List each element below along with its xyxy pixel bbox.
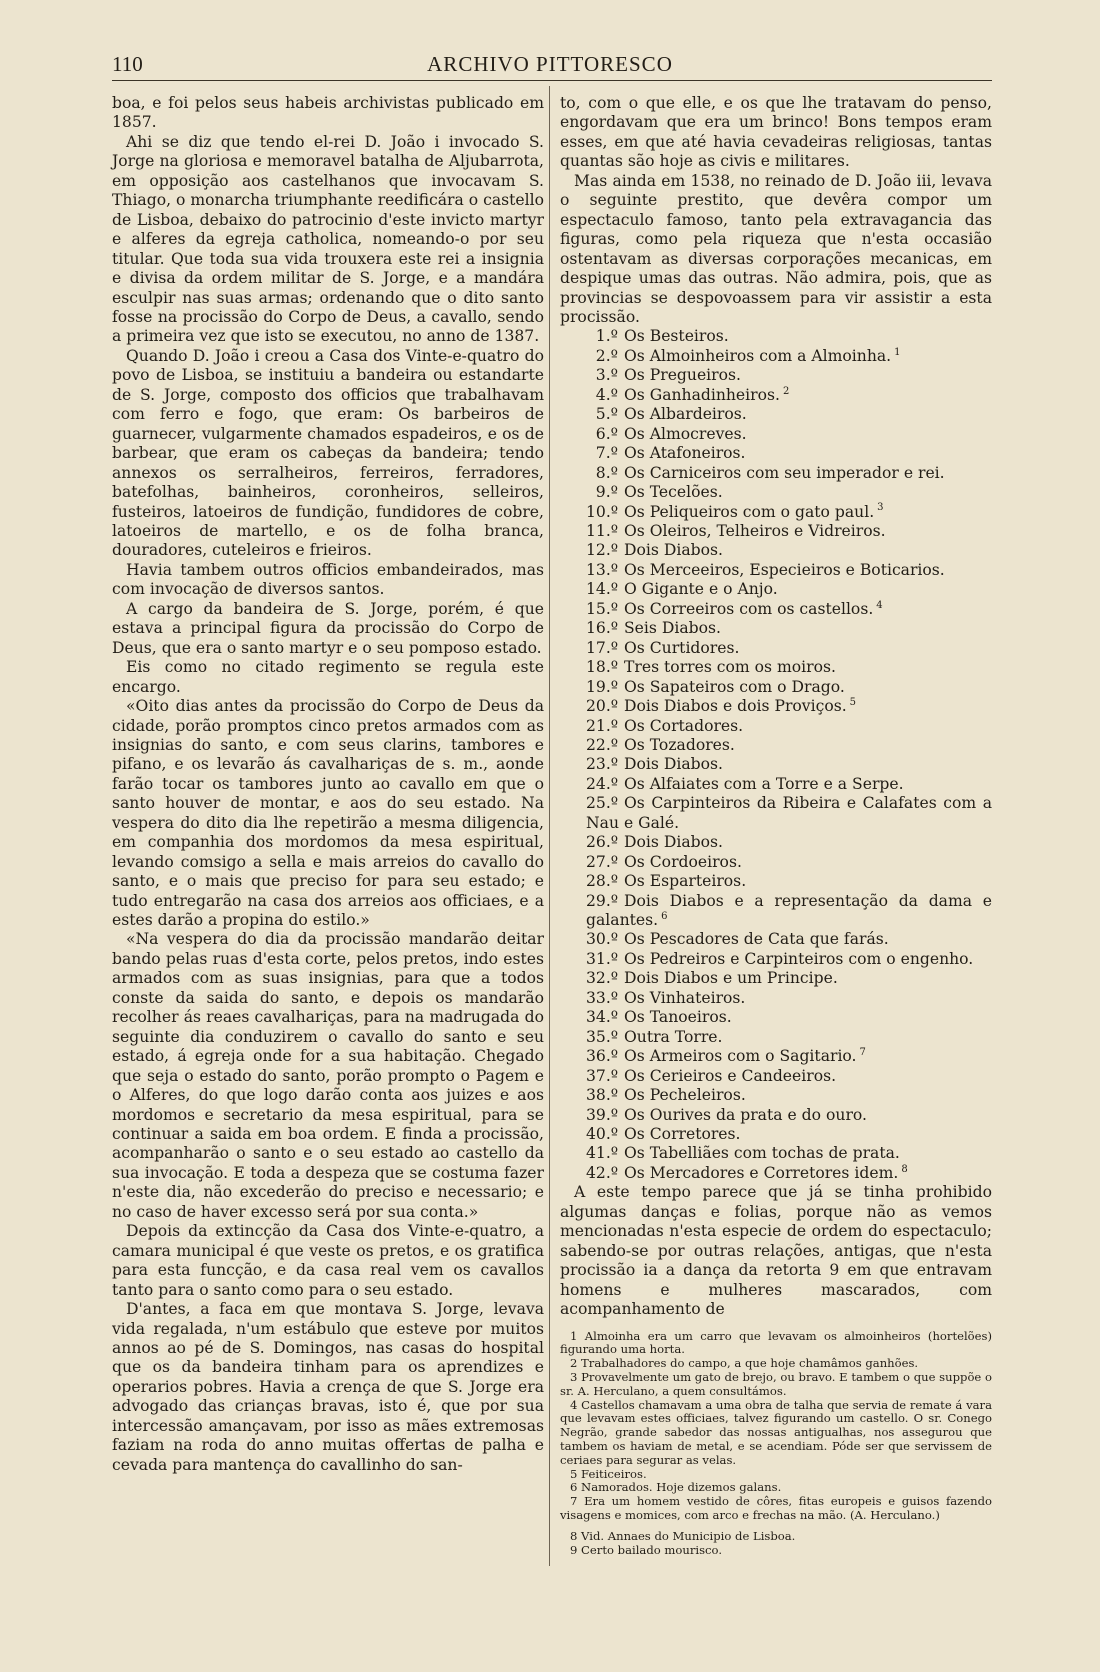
header-rule <box>112 80 992 81</box>
procession-number: 18.º <box>586 658 619 677</box>
procession-item <box>560 639 992 658</box>
procession-number: 26.º <box>586 833 619 852</box>
procession-item <box>560 950 992 969</box>
procession-text: Os Pregueiros. <box>624 366 741 385</box>
paragraph: A este tempo parece que já se tinha prohibido algumas danças e folias, porque não as vemos mencionadas n'esta especie de ordem do espectaculo; sabendo-se por outras relações, antigas, que n'esta procissão ia a dança da retorta 9 em que entravam homens e mulheres mascarados, com acompanhamento de <box>560 1183 992 1319</box>
footnote-marker: 7 <box>859 1047 866 1059</box>
procession-text: Os Pecheleiros. <box>624 1086 746 1105</box>
procession-text: Os Peliqueiros com o gato paul. <box>624 502 875 521</box>
procession-number: 24.º <box>586 774 619 793</box>
procession-text: Os Mercadores e Corretores idem. <box>624 1163 899 1182</box>
procession-item <box>560 327 992 346</box>
procession-text: Os Besteiros. <box>624 327 729 346</box>
column-divider <box>549 86 550 1566</box>
footnote: 9 Certo bailado mourisco. <box>570 1542 723 1557</box>
procession-text: Os Corretores. <box>624 1125 741 1144</box>
procession-number: 21.º <box>586 716 619 735</box>
procession-number: 16.º <box>586 619 619 638</box>
procession-number: 17.º <box>586 638 619 657</box>
procession-number: 11.º <box>586 521 619 540</box>
procession-item <box>560 872 992 891</box>
procession-item <box>560 930 992 949</box>
procession-text: Os Almoinheiros com a Almoinha. <box>624 346 892 365</box>
procession-number: 8.º <box>595 463 618 482</box>
procession-item <box>560 503 992 522</box>
footnote: 6 Namorados. Hoje dizemos galans. <box>570 1480 782 1495</box>
paragraph: to, com o que elle, e os que lhe tratavam do penso, engordavam que era um brinco! Bons tempos eram esses, em que até havia cevadeiras religiosas, tantas quantas são hoje as civis e militares. <box>560 94 992 171</box>
procession-item <box>560 1144 992 1163</box>
procession-item <box>560 425 992 444</box>
procession-text: Os Alfaiates com a Torre e a Serpe. <box>624 774 904 793</box>
procession-item <box>560 366 992 385</box>
procession-text: Dois Diabos. <box>624 833 723 852</box>
procession-number: 5.º <box>595 405 618 424</box>
procession-item <box>560 483 992 502</box>
procession-number: 31.º <box>586 949 619 968</box>
procession-number: 40.º <box>586 1125 619 1144</box>
procession-item <box>560 541 992 560</box>
procession-number: 20.º <box>586 697 619 716</box>
procession-item <box>560 386 992 405</box>
procession-number: 38.º <box>586 1086 619 1105</box>
procession-item <box>560 794 992 833</box>
procession-number: 36.º <box>586 1047 619 1066</box>
procession-text: Os Carniceiros com seu imperador e rei. <box>624 463 945 482</box>
procession-text: Outra Torre. <box>624 1027 723 1046</box>
procession-number: 35.º <box>586 1027 619 1046</box>
footnote: 5 Feiticeiros. <box>570 1466 647 1481</box>
procession-number: 34.º <box>586 1008 619 1027</box>
procession-item <box>560 989 992 1008</box>
procession-text: Os Pescadores de Cata que farás. <box>624 930 889 949</box>
left-column <box>112 94 544 1475</box>
procession-text: Os Esparteiros. <box>624 872 747 891</box>
procession-item <box>560 619 992 638</box>
procession-text: Os Almocreves. <box>624 424 747 443</box>
procession-item <box>560 1008 992 1027</box>
procession-text: Os Tecelões. <box>624 483 723 502</box>
procession-text: Dois Diabos e dois Proviços. <box>624 697 847 716</box>
procession-number: 7.º <box>595 444 618 463</box>
procession-list <box>560 327 992 1183</box>
paragraph: Eis como no citado regimento se regula este encargo. <box>112 658 544 696</box>
procession-item <box>560 678 992 697</box>
procession-number: 28.º <box>586 872 619 891</box>
paragraph: A cargo da bandeira de S. Jorge, porém, é que estava a principal figura da procissão do Corpo de Deus, que era o santo martyr e o seu pomposo estado. <box>112 599 544 657</box>
procession-number: 12.º <box>586 541 619 560</box>
procession-text: Dois Diabos. <box>624 755 723 774</box>
procession-text: Os Ourives da prata e do ouro. <box>624 1105 867 1124</box>
footnote: 3 Provavelmente um gato de brejo, ou bravo. E tambem o que suppõe o sr. A. Herculano, a quem consultámos. <box>560 1369 992 1398</box>
procession-text: Os Merceeiros, Especieiros e Boticarios. <box>624 560 945 579</box>
footnote: 7 Era um homem vestido de côres, fitas europeis e guisos fazendo visagens e momices, com arco e frechas na mão. (A. Herculano.) <box>560 1494 992 1522</box>
procession-text: Os Tozadores. <box>624 735 735 754</box>
procession-number: 42.º <box>586 1163 619 1182</box>
footnote: 4 Castellos chamavam a uma obra de talha que servia de remate á vara que levavam estes officiaes, talvez figurando um castello. O sr. Conego Negrão, grande sabedor das nossas antigualhas, nos assegurou que tambem os haviam de metal, e se acendiam. Póde ser que servissem de ceriaes para segurar as velas. <box>560 1397 992 1467</box>
procession-number: 13.º <box>586 560 619 579</box>
procession-number: 39.º <box>586 1105 619 1124</box>
procession-item <box>560 736 992 755</box>
procession-text: Os Carpinteiros da Ribeira e Calafates com a Nau e Galé. <box>586 794 992 832</box>
procession-item <box>560 522 992 541</box>
procession-item <box>560 853 992 872</box>
procession-item <box>560 717 992 736</box>
paragraph: boa, e foi pelos seus habeis archivistas publicado em 1857. <box>112 94 544 132</box>
procession-item <box>560 1047 992 1066</box>
procession-item <box>560 405 992 424</box>
procession-item <box>560 347 992 366</box>
procession-item <box>560 464 992 483</box>
paragraph: «Oito dias antes da procissão do Corpo de Deus da cidade, porão promptos cinco pretos armados com as insignias do santo, e com seus clarins, tambores e pifano, e os levarão ás cavalhariças de s. m., aonde farão tocar os tambores junto ao cavallo em que o santo houver de montar, e aos do seu estado. Na vespera do dito dia lhe repetirão a mesma diligencia, em companhia dos mordomos da mesa espiritual, levando comsigo a sella e mais arreios do cavallo do santo, e o mais que preciso for para seu estado; e tudo entregarão na casa dos arreios aos officiaes, e a estes darão a propina do estilo.» <box>112 697 544 930</box>
procession-number: 29.º <box>586 891 619 910</box>
procession-number: 9.º <box>595 483 618 502</box>
procession-text: Os Pedreiros e Carpinteiros com o engenho. <box>624 949 974 968</box>
procession-item <box>560 775 992 794</box>
procession-item <box>560 658 992 677</box>
procession-item <box>560 580 992 599</box>
procession-item <box>560 1028 992 1047</box>
paragraph: Havia tambem outros officios embandeirados, mas com invocação de diversos santos. <box>112 560 544 599</box>
paragraph: Ahi se diz que tendo el-rei D. João i invocado S. Jorge na gloriosa e memoravel batalha de Aljubarrota, em opposição aos castelhanos que invocavam S. Thiago, o monarcha triumphante reedificára o castello de Lisboa, debaixo do patrocinio d'este invicto martyr e alferes da egreja catholica, nomeando-o por seu titular. Que toda sua vida trouxera este rei a insignia e divisa da ordem militar de S. Jorge, e a mandára esculpir nas suas armas; ordenando que o dito santo fosse na procissão do Corpo de Deus, a cavallo, sendo a primeira vez que isto se executou, no anno de 1387. <box>112 132 544 346</box>
procession-text: Os Cordoeiros. <box>624 852 742 871</box>
paragraph: Quando D. João i creou a Casa dos Vinte-e-quatro do povo de Lisboa, se instituiu a bandeira ou estandarte de S. Jorge, composto dos officios que trabalhavam com ferro e fogo, que eram: Os barbeiros de guarnecer, vulgarmente chamados espadeiros, e os de barbear, que eram os cabeças da bandeira; tendo annexos os serralheiros, ferreiros, ferradores, batefolhas, bainheiros, coronheiros, selleiros, fusteiros, latoeiros de fundição, fundidores de cobre, latoeiros de martello, e os de folha branca, douradores, cuteleiros e frieiros. <box>112 346 544 560</box>
footnote-marker: 4 <box>876 599 883 611</box>
procession-item <box>560 600 992 619</box>
procession-number: 1.º <box>595 327 618 346</box>
procession-text: O Gigante e o Anjo. <box>624 580 778 599</box>
paragraph: Depois da extincção da Casa dos Vinte-e-quatro, a camara municipal é que veste os pretos, e os gratifica para esta funcção, e da casa real vem os cavallos tanto para o santo como para o seu estado. <box>112 1222 544 1299</box>
procession-number: 33.º <box>586 988 619 1007</box>
footnote-marker: 8 <box>901 1163 908 1175</box>
procession-number: 32.º <box>586 969 619 988</box>
running-title: ARCHIVO PITTORESCO <box>427 52 673 76</box>
procession-item <box>560 1164 992 1183</box>
procession-number: 41.º <box>586 1144 619 1163</box>
procession-text: Os Cortadores. <box>624 716 744 735</box>
procession-item <box>560 755 992 774</box>
page-number: 110 <box>112 52 143 76</box>
paragraph: Mas ainda em 1538, no reinado de D. João iii, levava o seguinte prestito, que devêra compor um espectaculo famoso, tanto pela extravagancia das figuras, como pela riqueza que n'esta occasião ostentavam as diversas corporações mecanicas, em despique umas das outras. Não admira, pois, que as provincias se despovoassem para vir assistir a esta procissão. <box>560 171 992 326</box>
procession-item <box>560 561 992 580</box>
footnote: 2 Trabalhadores do campo, a que hoje chamâmos ganhões. <box>570 1356 919 1371</box>
procession-item <box>560 969 992 988</box>
procession-number: 2.º <box>595 346 618 365</box>
procession-text: Os Correeiros com os castellos. <box>624 599 874 618</box>
procession-item <box>560 1106 992 1125</box>
procession-item <box>560 892 992 931</box>
procession-item <box>560 697 992 716</box>
procession-item <box>560 444 992 463</box>
procession-text: Os Sapateiros com o Drago. <box>624 677 845 696</box>
procession-text: Os Ganhadinheiros. <box>624 385 780 404</box>
paragraph: D'antes, a faca em que montava S. Jorge, levava vida regalada, n'um estábulo que esteve por muitos annos ao pé de S. Domingos, nas casas do hospital que os da bandeira tinham para os aprendizes e operarios pobres. Havia a crença de que S. Jorge era advogado das crianças bravas, isto é, que por sua intercessão amançavam, por isso as mães extremosas faziam na roda do anno muitas offertas de palha e cevada para mantença do cavallinho do san- <box>112 1300 544 1474</box>
procession-text: Os Albardeiros. <box>624 405 747 424</box>
footnote-marker: 1 <box>894 346 901 358</box>
procession-text: Os Vinhateiros. <box>624 988 746 1007</box>
procession-number: 14.º <box>586 580 619 599</box>
footnotes <box>560 1330 992 1558</box>
procession-number: 3.º <box>595 366 618 385</box>
procession-text: Os Tanoeiros. <box>624 1008 732 1027</box>
procession-text: Os Cerieiros e Candeeiros. <box>624 1066 837 1085</box>
procession-text: Os Tabelliães com tochas de prata. <box>624 1144 900 1163</box>
footnote: 8 Vid. Annaes do Municipio de Lisboa. <box>570 1528 796 1543</box>
procession-number: 6.º <box>595 424 618 443</box>
procession-text: Os Oleiros, Telheiros e Vidreiros. <box>624 521 886 540</box>
procession-item <box>560 1086 992 1105</box>
footnote-marker: 3 <box>877 502 884 514</box>
footnote-marker: 2 <box>782 385 790 397</box>
procession-text: Os Atafoneiros. <box>624 444 746 463</box>
procession-text: Dois Diabos. <box>624 541 723 560</box>
footnote-marker: 5 <box>849 696 857 708</box>
procession-item <box>560 1067 992 1086</box>
right-column <box>560 94 992 1557</box>
paragraph: «Na vespera do dia da procissão mandarão deitar bando pelas ruas d'esta corte, pelos pretos, indo estes armados com as suas insignias, para que a todos conste da saida do santo, e depois os mandarão recolher ás reaes cavalhariças, para na madrugada do seguinte dia conduzirem o cavallo do santo e seu estado, á egreja onde for a sua habitação. Chegado que seja o estado do santo, porão prompto o Pagem e o Alferes, do que logo darão conta aos juizes e aos mordomos e secretario da mesa espiritual, para se continuar a saida em boa ordem. E finda a procissão, acompanharão o santo e o seu estado ao castello da sua invocação. E toda a despeza que se costuma fazer n'este dia, não excederão do preciso e necessario; e no caso de haver excesso será por sua conta.» <box>112 930 544 1221</box>
procession-text: Os Armeiros com o Sagitario. <box>624 1047 857 1066</box>
footnote-marker: 6 <box>661 910 668 922</box>
procession-number: 23.º <box>586 755 619 774</box>
procession-number: 4.º <box>595 385 618 404</box>
footnote: 1 Almoinha era um carro que levavam os almoinheiros (hortelões) figurando uma horta. <box>560 1328 992 1357</box>
procession-number: 15.º <box>586 599 619 618</box>
procession-number: 25.º <box>586 794 619 813</box>
procession-text: Tres torres com os moiros. <box>624 658 836 677</box>
procession-number: 19.º <box>586 677 619 696</box>
procession-number: 30.º <box>586 930 619 949</box>
procession-text: Dois Diabos e um Principe. <box>624 969 838 988</box>
procession-text: Seis Diabos. <box>624 619 721 638</box>
procession-number: 37.º <box>586 1066 619 1085</box>
procession-text: Dois Diabos e a representação da dama e galantes. <box>586 891 992 930</box>
procession-number: 22.º <box>586 735 619 754</box>
procession-number: 27.º <box>586 852 619 871</box>
procession-item <box>560 1125 992 1144</box>
procession-number: 10.º <box>586 502 619 521</box>
procession-item <box>560 833 992 852</box>
procession-text: Os Curtidores. <box>624 638 740 657</box>
